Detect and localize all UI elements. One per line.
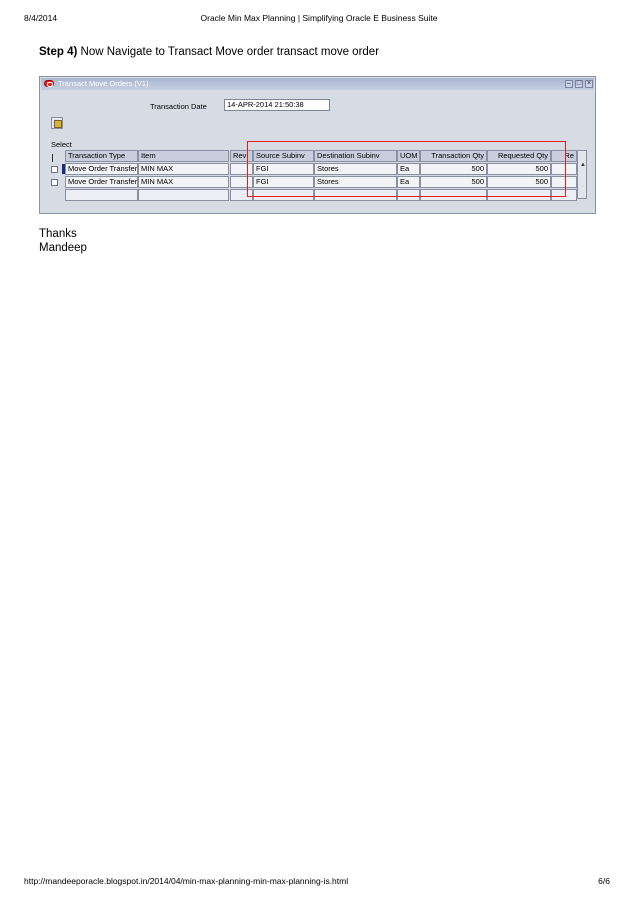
select-label: Select — [51, 140, 72, 149]
row-2-destination-subinv[interactable]: Stores — [314, 176, 397, 188]
transact-move-orders-screenshot — [39, 76, 596, 214]
row-2-re[interactable] — [551, 176, 577, 188]
row-3-requested-qty[interactable] — [487, 189, 551, 201]
row-3-rev[interactable] — [230, 189, 253, 201]
step-instruction — [39, 46, 379, 58]
row-1-item[interactable]: MIN MAX — [138, 163, 229, 175]
row-3-destination-subinv[interactable] — [314, 189, 397, 201]
minimize-icon[interactable]: – — [565, 80, 573, 88]
row-1-requested-qty[interactable]: 500 — [487, 163, 551, 175]
transaction-date-label: Transaction Date — [150, 102, 207, 111]
row-2-select-checkbox[interactable] — [51, 179, 58, 186]
signoff-author: Mandeep — [39, 242, 87, 254]
row-2-requested-qty[interactable]: 500 — [487, 176, 551, 188]
maximize-icon[interactable]: □ — [576, 80, 582, 87]
row-2-source-subinv[interactable]: FGI — [253, 176, 314, 188]
select-all-marker — [52, 154, 53, 162]
col-requested-qty: Requested Qty — [487, 150, 551, 162]
row-2-transaction-qty[interactable]: 500 — [420, 176, 487, 188]
row-2-uom[interactable]: Ea — [397, 176, 420, 188]
transaction-date-field[interactable]: 14-APR-2014 21:50:38 — [224, 99, 330, 111]
col-destination-subinv: Destination Subinv — [314, 150, 397, 162]
signoff — [39, 227, 87, 255]
step-text: Now Navigate to Transact Move order transact move order — [77, 46, 380, 58]
window-titlebar — [41, 78, 594, 90]
footer-page-number: 6/6 — [598, 876, 610, 886]
row-1-destination-subinv[interactable]: Stores — [314, 163, 397, 175]
col-transaction-type: Transaction Type — [65, 150, 138, 162]
folder-icon — [54, 120, 62, 128]
row-3-uom[interactable] — [397, 189, 420, 201]
row-3-transaction-qty[interactable] — [420, 189, 487, 201]
col-source-subinv: Source Subinv — [253, 150, 314, 162]
row-1-source-subinv[interactable]: FGI — [253, 163, 314, 175]
row-1-uom[interactable]: Ea — [397, 163, 420, 175]
row-2-item[interactable]: MIN MAX — [138, 176, 229, 188]
folder-tool-button[interactable] — [51, 117, 63, 129]
footer-url: http://mandeeporacle.blogspot.in/2014/04/min-max-planning-min-max-planning-is.html — [24, 876, 349, 886]
vertical-scrollbar[interactable] — [577, 150, 587, 199]
signoff-thanks: Thanks — [39, 228, 77, 240]
col-uom: UOM — [397, 150, 420, 162]
close-icon[interactable]: × — [586, 80, 592, 87]
oracle-logo-icon — [44, 80, 54, 87]
col-rev: Rev — [230, 150, 253, 162]
header-date: 8/4/2014 — [24, 13, 58, 23]
row-1-re[interactable] — [551, 163, 577, 175]
col-transaction-qty: Transaction Qty — [420, 150, 487, 162]
row-3-source-subinv[interactable] — [253, 189, 314, 201]
scroll-up-icon[interactable]: ▲ — [580, 162, 586, 168]
row-1-transaction-type[interactable]: Move Order Transfer — [65, 163, 138, 175]
col-item: Item — [138, 150, 229, 162]
row-1-select-checkbox[interactable] — [51, 166, 58, 173]
row-1-transaction-qty[interactable]: 500 — [420, 163, 487, 175]
row-2-rev[interactable] — [230, 176, 253, 188]
col-re: Re — [551, 150, 577, 162]
step-number: Step 4) — [39, 46, 78, 58]
row-1-rev[interactable] — [230, 163, 253, 175]
header-title: Oracle Min Max Planning | Simplifying Oracle E Business Suite — [200, 13, 438, 23]
row-3-item[interactable] — [138, 189, 229, 201]
row-2-transaction-type[interactable]: Move Order Transfer — [65, 176, 138, 188]
row-3-transaction-type[interactable] — [65, 189, 138, 201]
row-3-re[interactable] — [551, 189, 577, 201]
window-title: Transact Move Orders (V1) — [58, 79, 149, 88]
